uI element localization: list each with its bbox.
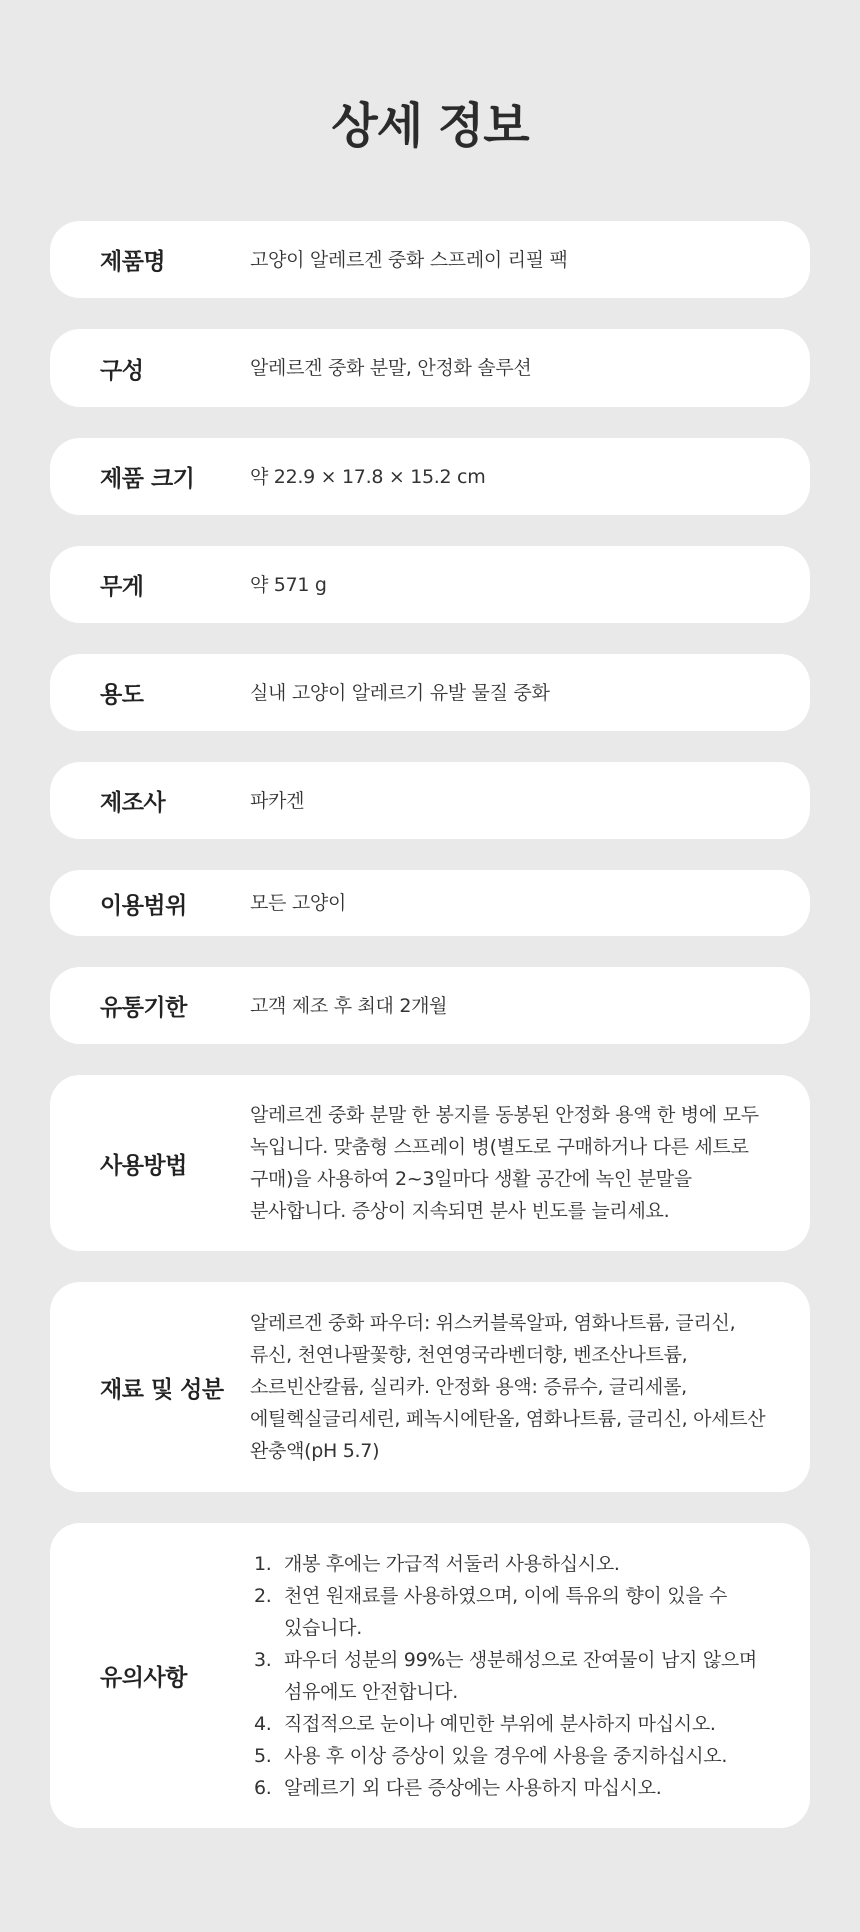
row-value: 약 22.9 × 17.8 × 15.2 cm	[250, 465, 486, 488]
caution-item	[254, 1644, 766, 1708]
info-row-cautions	[50, 1523, 810, 1828]
row-label: 제품명	[100, 249, 166, 275]
info-list	[50, 221, 810, 1859]
row-value: 알레르겐 중화 분말, 안정화 솔루션	[250, 357, 532, 379]
row-label: 제품 크기	[100, 466, 195, 492]
row-label: 유통기한	[100, 995, 187, 1021]
row-label: 재료 및 성분	[100, 1376, 224, 1403]
caution-text: 사용 후 이상 증상이 있을 경우에 사용을 중지하십시오.	[284, 1744, 728, 1767]
caution-number: 6.	[254, 1776, 272, 1799]
row-value: 파카겐	[250, 789, 305, 812]
info-row-composition	[50, 329, 810, 407]
caution-item	[254, 1740, 766, 1772]
row-label: 구성	[100, 357, 144, 384]
row-label: 이용범위	[100, 892, 187, 919]
info-row-product-size	[50, 438, 810, 515]
row-value: 알레르겐 중화 파우더: 위스커블록알파, 염화나트륨, 글리신, 류신, 천연나팔꽃향, 천연영국라벤더향, 벤조산나트륨, 소르빈산칼륨, 실리카. 안정화 용액: 증류수, 글리세롤, 에틸헥실글리세린, 페녹시에탄올, 염화나트륨, 글리신, 아세트산 완충액(pH 5.7)	[250, 1312, 766, 1462]
row-value: 실내 고양이 알레르기 유발 물질 중화	[250, 681, 550, 704]
info-row-expiration	[50, 967, 810, 1044]
caution-number: 3.	[254, 1648, 272, 1671]
caution-text: 개봉 후에는 가급적 서둘러 사용하십시오.	[284, 1552, 620, 1575]
row-label: 사용방법	[100, 1152, 187, 1179]
caution-item	[254, 1548, 766, 1580]
info-row-product-name	[50, 221, 810, 298]
caution-item	[254, 1708, 766, 1740]
caution-number: 4.	[254, 1712, 272, 1735]
row-value: 알레르겐 중화 분말 한 봉지를 동봉된 안정화 용액 한 병에 모두 녹입니다. 맞춤형 스프레이 병(별도로 구매하거나 다른 세트로 구매)을 사용하여 2~3일마다 생활 공간에 녹인 분말을 분사합니다. 증상이 지속되면 분사 빈도를 늘리세요.	[250, 1104, 759, 1222]
caution-number: 5.	[254, 1744, 272, 1767]
caution-text: 파우더 성분의 99%는 생분해성으로 잔여물이 남지 않으며 섬유에도 안전합니다.	[284, 1648, 757, 1703]
row-label: 제조사	[100, 790, 166, 816]
info-row-directions	[50, 1075, 810, 1251]
info-row-purpose	[50, 654, 810, 731]
caution-item	[254, 1772, 766, 1804]
row-label: 무게	[100, 574, 144, 600]
row-value: 모든 고양이	[250, 892, 347, 914]
info-row-ingredients	[50, 1282, 810, 1492]
info-row-usage-scope	[50, 870, 810, 936]
caution-number: 2.	[254, 1584, 272, 1607]
caution-text: 알레르기 외 다른 증상에는 사용하지 마십시오.	[284, 1776, 662, 1799]
info-row-manufacturer	[50, 762, 810, 839]
row-value: 고객 제조 후 최대 2개월	[250, 994, 448, 1017]
row-value: 고양이 알레르겐 중화 스프레이 리필 팩	[250, 248, 568, 271]
cautions-list	[250, 1548, 766, 1804]
caution-number: 1.	[254, 1552, 272, 1575]
info-row-weight	[50, 546, 810, 623]
caution-item	[254, 1580, 766, 1644]
caution-text: 직접적으로 눈이나 예민한 부위에 분사하지 마십시오.	[284, 1712, 716, 1735]
row-label: 유의사항	[100, 1665, 187, 1691]
cautions-value	[250, 1548, 766, 1804]
page-title: 상세 정보	[331, 98, 529, 154]
row-value: 약 571 g	[250, 573, 327, 596]
caution-text: 천연 원재료를 사용하였으며, 이에 특유의 향이 있을 수 있습니다.	[284, 1584, 728, 1639]
row-label: 용도	[100, 682, 144, 708]
